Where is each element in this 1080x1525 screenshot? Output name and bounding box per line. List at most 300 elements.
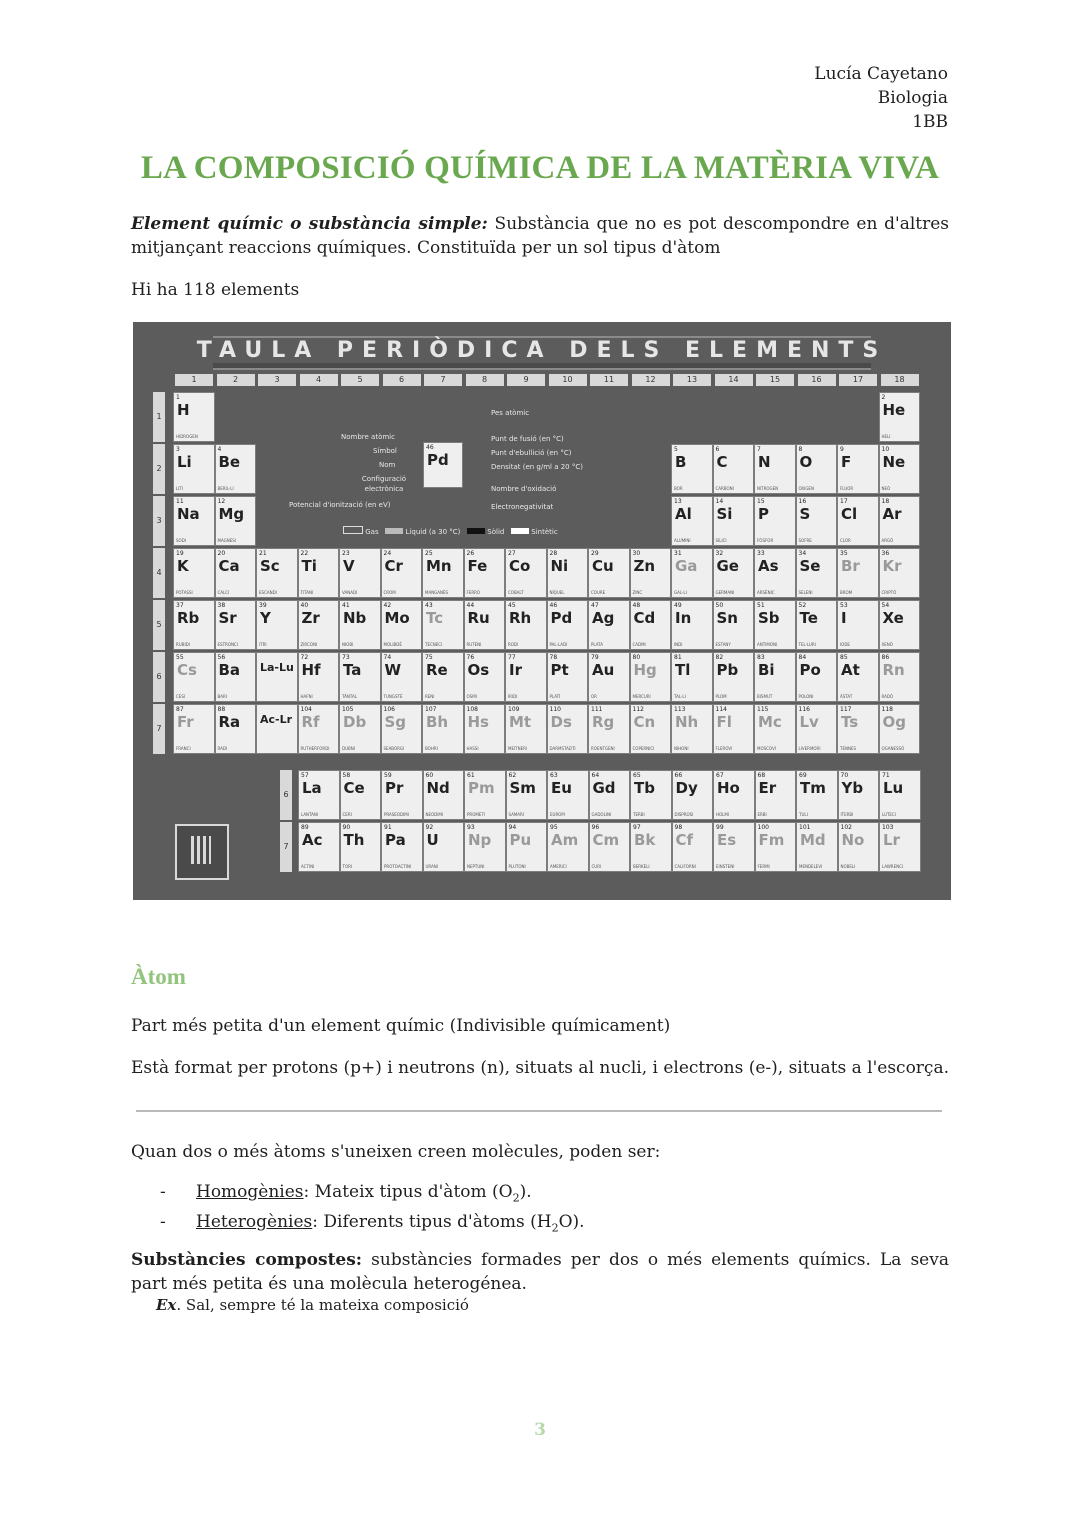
element-cell: [339, 652, 381, 702]
element-name: COPERNICI: [632, 746, 655, 751]
element-number: 100: [757, 824, 769, 831]
element-name: GADOLINI: [591, 812, 612, 817]
element-name: TORI: [342, 864, 353, 869]
element-cell: [215, 600, 257, 650]
element-name: MEITNERI: [508, 746, 528, 751]
element-cell: [671, 704, 713, 754]
element-name: LIVERMORI: [798, 746, 821, 751]
element-number: 25: [425, 550, 433, 557]
element-symbol: Ti: [301, 557, 317, 575]
element-number: 17: [840, 498, 848, 505]
element-number: 28: [549, 550, 558, 557]
element-number: 5: [674, 446, 678, 453]
element-number: 38: [217, 602, 226, 609]
element-cell: [464, 822, 506, 872]
element-number: 113: [674, 706, 686, 713]
element-symbol: Sm: [509, 779, 536, 797]
element-number: 69: [799, 772, 807, 779]
group-label: 7: [424, 374, 462, 386]
element-number: 105: [342, 706, 354, 713]
element-cell: [671, 496, 713, 546]
element-number: 62: [508, 772, 517, 779]
element-name: MOLIBDÈ: [383, 642, 402, 647]
element-symbol: Pr: [385, 779, 404, 797]
element-number: 99: [716, 824, 724, 831]
group-label: 16: [798, 374, 836, 386]
element-symbol: Ce: [343, 779, 365, 797]
element-name: ÀSTAT: [840, 694, 853, 699]
element-name: FLUOR: [840, 486, 854, 491]
element-name: RADI: [217, 746, 228, 751]
element-number: 57: [301, 772, 309, 779]
group-label: 15: [756, 374, 794, 386]
legend-electronegativitat: Electronegativitat: [491, 503, 554, 511]
group-label: 18: [881, 374, 919, 386]
element-cell: [588, 652, 630, 702]
element-cell: [713, 652, 755, 702]
class-group: 1BB: [912, 112, 948, 132]
element-name: COURE: [591, 590, 606, 595]
element-cell: [796, 704, 838, 754]
element-cell: [505, 548, 547, 598]
f-period-label: 6: [280, 770, 292, 820]
element-symbol: Sn: [716, 609, 738, 627]
element-name: LITI: [176, 486, 184, 491]
element-number: 33: [757, 550, 765, 557]
page-title: LA COMPOSICIÓ QUÍMICA DE LA MATÈRIA VIVA: [140, 150, 940, 186]
element-number: 31: [674, 550, 682, 557]
element-number: 47: [591, 602, 599, 609]
element-name: DISPROSI: [674, 812, 694, 817]
legend-example-number: 46: [426, 444, 434, 451]
element-symbol: C: [716, 453, 728, 471]
element-cell: [589, 822, 631, 872]
element-number: 39: [259, 602, 267, 609]
element-name: ACTINI: [301, 864, 315, 869]
element-symbol: Cl: [841, 505, 858, 523]
element-symbol: Cn: [633, 713, 656, 731]
element-number: 110: [549, 706, 561, 713]
element-symbol: Pu: [509, 831, 532, 849]
element-cell: [837, 496, 879, 546]
element-symbol: Fe: [467, 557, 488, 575]
element-symbol: F: [841, 453, 852, 471]
element-number: 4: [217, 446, 222, 453]
element-number: 67: [716, 772, 724, 779]
element-symbol: Ga: [675, 557, 698, 575]
element-number: 63: [550, 772, 558, 779]
element-symbol: P: [758, 505, 769, 523]
element-number: 118: [881, 706, 893, 713]
element-number: 112: [632, 706, 644, 713]
element-symbol: Ir: [509, 661, 522, 679]
group-label: 10: [549, 374, 587, 386]
molecules-intro: Quan dos o més àtoms s'uneixen creen molècules, poden ser:: [131, 1142, 661, 1162]
element-symbol: N: [758, 453, 771, 471]
element-cell: [173, 496, 215, 546]
element-cell: [547, 600, 589, 650]
element-symbol: Cm: [592, 831, 620, 849]
element-cell: [215, 444, 257, 494]
element-symbol: Tb: [634, 779, 655, 797]
element-name: RADÓ: [881, 694, 894, 699]
example-text: . Sal, sempre té la mateixa composició: [176, 1296, 469, 1314]
element-cell: [754, 600, 796, 650]
element-name: NEÓ: [881, 486, 891, 491]
element-symbol: Am: [551, 831, 579, 849]
element-cell: [879, 548, 921, 598]
element-cell: [755, 822, 797, 872]
element-number: 108: [466, 706, 478, 713]
element-number: 65: [633, 772, 641, 779]
element-cell: [256, 548, 298, 598]
element-name: TAL·LI: [674, 694, 686, 699]
element-number: 81: [674, 654, 682, 661]
element-name: BERIL·LI: [217, 486, 234, 491]
element-symbol: Co: [509, 557, 531, 575]
element-symbol: Fl: [716, 713, 732, 731]
period-label: 4: [153, 548, 165, 598]
element-symbol: Lv: [799, 713, 819, 731]
element-symbol: Dy: [675, 779, 698, 797]
element-name: RUTENI: [466, 642, 482, 647]
element-symbol: Rg: [592, 713, 615, 731]
element-symbol: Mc: [758, 713, 782, 731]
element-cell: [505, 704, 547, 754]
element-name: HOLMI: [716, 812, 730, 817]
element-number: 96: [591, 824, 600, 831]
element-number: 73: [342, 654, 350, 661]
element-number: 106: [383, 706, 395, 713]
element-name: RENI: [425, 694, 435, 699]
element-cell: [298, 652, 340, 702]
legend-liquid: Líquid (a 30 °C): [405, 528, 461, 536]
element-cell: [339, 548, 381, 598]
element-symbol: H: [177, 401, 190, 419]
molecule-type-term: Heterogènies: [196, 1212, 313, 1233]
element-symbol: Ru: [467, 609, 490, 627]
periodic-table-banner: TAULA PERIÒDICA DELS ELEMENTS: [133, 336, 951, 366]
legend-states: [343, 526, 558, 537]
element-symbol: Ag: [592, 609, 615, 627]
element-cell: [837, 548, 879, 598]
element-symbol: Pd: [550, 609, 573, 627]
element-name: GAL·LI: [674, 590, 687, 595]
element-name: OR: [591, 694, 597, 699]
legend-punt-fusio: Punt de fusió (en °C): [491, 435, 564, 443]
legend-pes-atomic: Pes atòmic: [491, 409, 530, 417]
legend-liquid-swatch: [385, 528, 403, 534]
group-label: 8: [466, 374, 504, 386]
element-cell: [423, 822, 465, 872]
element-name: OSMI: [466, 694, 477, 699]
element-symbol: Lr: [883, 831, 900, 849]
element-name: AMERICI: [550, 864, 567, 869]
element-number: 3: [176, 446, 180, 453]
element-cell: [754, 444, 796, 494]
element-number: 89: [301, 824, 309, 831]
legend-configuracio: Configuració electrònica: [351, 474, 417, 494]
element-number: 27: [508, 550, 516, 557]
element-cell: [837, 652, 879, 702]
element-name: RUBIDI: [176, 642, 190, 647]
element-number: 53: [840, 602, 848, 609]
element-symbol: Te: [799, 609, 818, 627]
element-cell: [713, 822, 755, 872]
element-name: ZIRCONI: [300, 642, 318, 647]
compounds-term: Substàncies compostes:: [131, 1250, 363, 1270]
element-symbol: Np: [468, 831, 492, 849]
element-name: TÀNTAL: [342, 694, 357, 699]
element-cell: [547, 704, 589, 754]
element-cell: [381, 600, 423, 650]
element-name: CRIPTÓ: [881, 590, 897, 595]
element-name: BARI: [217, 694, 227, 699]
element-cell: [672, 770, 714, 820]
element-symbol: Ni: [550, 557, 569, 575]
element-symbol: Be: [218, 453, 241, 471]
element-cell: [879, 600, 921, 650]
period-label: 3: [153, 496, 165, 546]
element-number: 26: [466, 550, 475, 557]
element-number: 44: [466, 602, 475, 609]
element-cell: [879, 444, 921, 494]
element-name: EINSTENI: [716, 864, 735, 869]
element-number: 55: [176, 654, 184, 661]
element-number: 77: [508, 654, 516, 661]
element-cell: [547, 822, 589, 872]
element-cell: [464, 704, 506, 754]
element-cell: [464, 548, 506, 598]
element-number: 84: [798, 654, 807, 661]
element-cell: [630, 600, 672, 650]
element-cell: [671, 600, 713, 650]
element-symbol: Er: [758, 779, 777, 797]
example-label: Ex: [156, 1296, 177, 1314]
element-cell: [298, 600, 340, 650]
element-number: 115: [757, 706, 769, 713]
element-cell: [713, 548, 755, 598]
element-cell: [713, 444, 755, 494]
element-symbol: Ge: [716, 557, 739, 575]
element-cell: [298, 548, 340, 598]
element-number: 6: [715, 446, 720, 453]
element-name: ESTRONCI: [217, 642, 238, 647]
element-name: ERBI: [757, 812, 767, 817]
element-symbol: Lu: [883, 779, 904, 797]
legend-nom: Nom: [379, 461, 396, 469]
element-cell: [464, 652, 506, 702]
element-name: PLOM: [715, 694, 727, 699]
element-symbol: Pa: [385, 831, 406, 849]
element-cell: [506, 770, 548, 820]
element-symbol: Li: [177, 453, 192, 471]
legend-gas-swatch: [343, 526, 363, 534]
element-symbol: Md: [800, 831, 826, 849]
element-symbol: Cf: [675, 831, 694, 849]
element-name: NIHONI: [674, 746, 689, 751]
element-symbol: Ar: [882, 505, 902, 523]
element-cell: [340, 822, 382, 872]
element-number: 79: [591, 654, 599, 661]
element-symbol: Es: [717, 831, 737, 849]
element-symbol: Rn: [882, 661, 905, 679]
legend-simbol: Símbol: [373, 447, 397, 455]
element-name: CURI: [591, 864, 602, 869]
element-name: SAMARI: [508, 812, 524, 817]
element-symbol: Fr: [177, 713, 194, 731]
element-number: 111: [591, 706, 603, 713]
element-number: 116: [798, 706, 810, 713]
element-number: 50: [715, 602, 724, 609]
element-name: DARMSTADTI: [549, 746, 576, 751]
element-number: 71: [882, 772, 890, 779]
element-cell: [173, 600, 215, 650]
element-cell: [879, 392, 921, 442]
element-cell: [256, 600, 298, 650]
element-cell: [173, 704, 215, 754]
element-number: 15: [757, 498, 765, 505]
element-cell: [215, 496, 257, 546]
element-cell: [796, 496, 838, 546]
element-cell: [796, 652, 838, 702]
element-cell: [381, 822, 423, 872]
element-name: TECNECI: [425, 642, 443, 647]
element-number: 85: [840, 654, 848, 661]
element-term: Element químic o substància simple:: [131, 214, 488, 234]
element-number: 109: [508, 706, 520, 713]
element-number: 49: [674, 602, 682, 609]
element-number: 11: [176, 498, 184, 505]
element-cell: [256, 652, 298, 702]
element-number: 92: [425, 824, 434, 831]
element-cell: [838, 770, 880, 820]
element-cell: [422, 704, 464, 754]
period-label: 7: [153, 704, 165, 754]
atom-definition: Part més petita d'un element químic (Indivisible químicament): [131, 1016, 671, 1036]
element-number: 14: [715, 498, 724, 505]
element-number: 36: [881, 550, 890, 557]
element-symbol: La: [302, 779, 322, 797]
element-cell: [796, 822, 838, 872]
element-name: BISMUT: [757, 694, 773, 699]
element-number: 20: [217, 550, 226, 557]
element-symbol: At: [841, 661, 860, 679]
element-name: BOHRI: [425, 746, 438, 751]
element-cell: [879, 770, 921, 820]
molecule-types-list: [160, 1180, 585, 1241]
element-name: FRANCI: [176, 746, 191, 751]
element-number: 30: [632, 550, 641, 557]
element-symbol: K: [177, 557, 189, 575]
element-number: 68: [757, 772, 766, 779]
element-number: 13: [674, 498, 682, 505]
element-name: LAWRENCI: [882, 864, 904, 869]
element-symbol: Zr: [301, 609, 320, 627]
element-name: VANADI: [342, 590, 358, 595]
element-name: IODE: [840, 642, 850, 647]
element-number: 46: [549, 602, 558, 609]
element-symbol: Ba: [218, 661, 241, 679]
periodic-table-image: [133, 322, 951, 900]
element-name: CERI: [342, 812, 352, 817]
element-name: TEL·LURI: [798, 642, 816, 647]
element-number: 74: [383, 654, 392, 661]
element-number: 19: [176, 550, 184, 557]
element-symbol: Og: [882, 713, 906, 731]
group-label: 4: [300, 374, 338, 386]
element-name: NEPTUNI: [467, 864, 485, 869]
element-cell: [547, 770, 589, 820]
legend-example-symbol: Pd: [427, 451, 449, 469]
element-cell: [505, 600, 547, 650]
element-number: 21: [259, 550, 267, 557]
element-symbol: Ho: [717, 779, 740, 797]
group-label: 12: [632, 374, 670, 386]
element-symbol: Ca: [218, 557, 240, 575]
element-cell: [422, 548, 464, 598]
element-symbol: Mg: [218, 505, 245, 523]
element-number: 23: [342, 550, 350, 557]
element-cell: [713, 704, 755, 754]
societat-catalana-seal-icon: [175, 824, 229, 880]
element-name: HASSI: [466, 746, 479, 751]
element-symbol: Au: [592, 661, 615, 679]
header-meta: [814, 62, 948, 134]
element-name: PROTOACTINI: [384, 864, 412, 869]
element-name: SEABORGI: [383, 746, 405, 751]
element-symbol: Mn: [426, 557, 452, 575]
element-symbol: Kr: [882, 557, 902, 575]
element-name: TITANI: [300, 590, 314, 595]
list-item: - Heterogènies: Diferents tipus d'àtoms $(H_2O)$.: [160, 1212, 585, 1235]
element-symbol: V: [343, 557, 355, 575]
element-name: TENNES: [840, 746, 857, 751]
element-name: ESCANDI: [259, 590, 277, 595]
element-name: CALIFORNI: [674, 864, 696, 869]
element-cell: [588, 548, 630, 598]
element-cell: [879, 704, 921, 754]
element-name: FERMI: [757, 864, 770, 869]
element-number: 104: [300, 706, 312, 713]
compounds-text: substàncies formades per dos o més elements químics. La seva part més petita és una molècula heterogénea.: [131, 1250, 949, 1294]
element-name: NIOBI: [342, 642, 354, 647]
element-symbol: No: [841, 831, 865, 849]
group-label: 11: [590, 374, 628, 386]
element-number: 98: [674, 824, 683, 831]
element-number: 103: [882, 824, 894, 831]
element-number: 86: [881, 654, 890, 661]
element-symbol: Db: [343, 713, 367, 731]
element-number: 45: [508, 602, 516, 609]
element-number: 90: [342, 824, 351, 831]
element-symbol: Y: [260, 609, 271, 627]
element-number: 66: [674, 772, 683, 779]
element-name: MAGNESI: [217, 538, 236, 543]
element-symbol: Ne: [882, 453, 906, 471]
element-name: POLONI: [798, 694, 814, 699]
author-name: Lucía Cayetano: [814, 64, 948, 84]
element-number: 1: [176, 394, 180, 401]
element-name: PLUTONI: [508, 864, 526, 869]
element-number: 43: [425, 602, 433, 609]
legend-solid-swatch: [467, 528, 485, 534]
element-cell: [464, 600, 506, 650]
element-name: ITERBI: [840, 812, 854, 817]
element-symbol: S: [799, 505, 811, 523]
element-cell: [215, 548, 257, 598]
element-symbol: Al: [675, 505, 692, 523]
